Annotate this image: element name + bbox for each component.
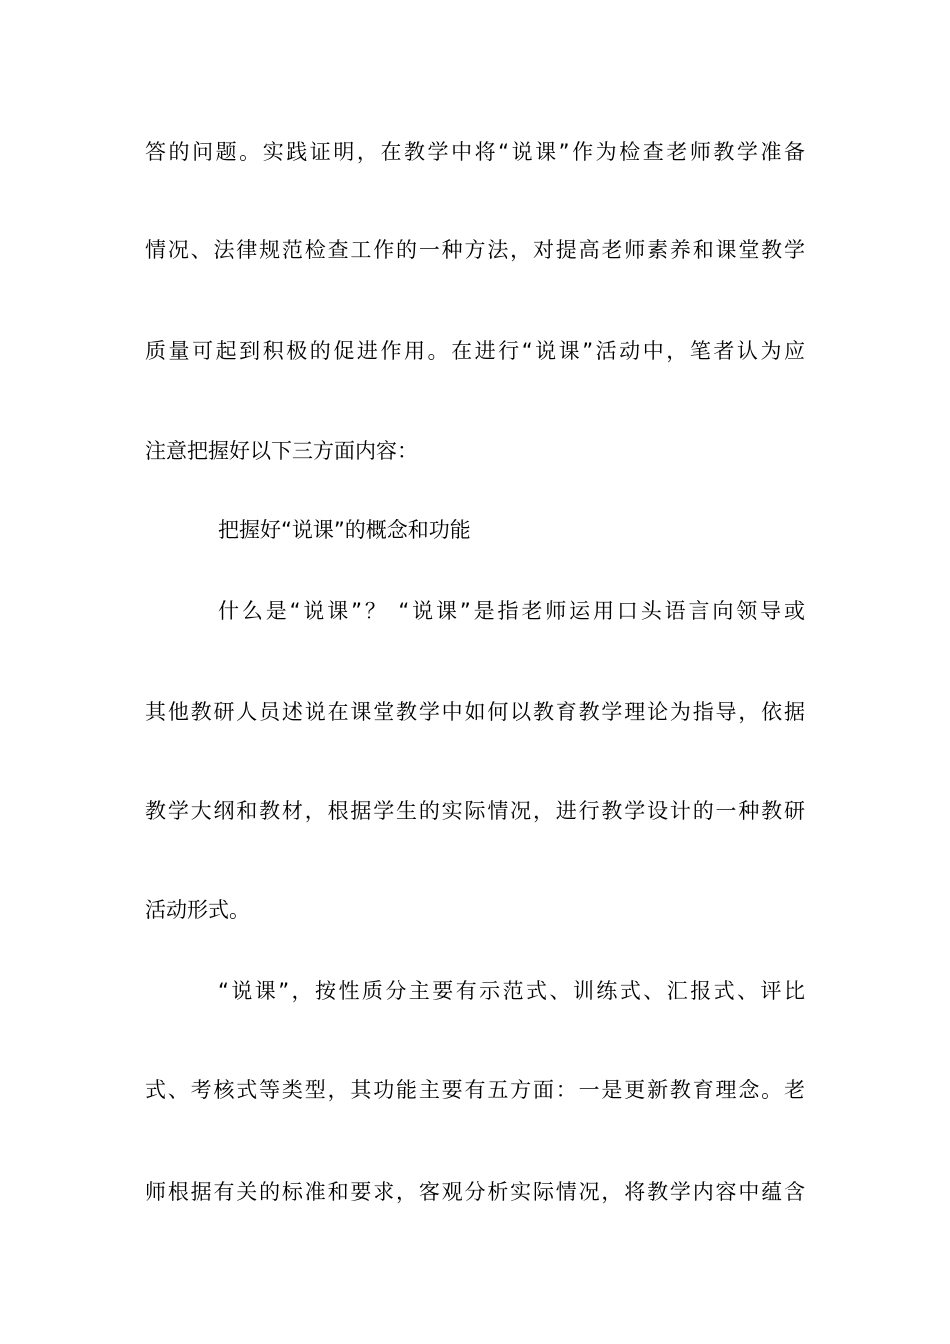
paragraph-line-7: 教学大纲和教材，根据学生的实际情况，进行教学设计的一种教研 <box>145 799 805 823</box>
paragraph-line-4: 注意把握好以下三方面内容： <box>145 439 418 463</box>
paragraph-line-8: 活动形式。 <box>145 898 250 922</box>
paragraph-line-5: 什么是“说课”？ “说课”是指老师运用口头语言向领导或 <box>218 599 805 623</box>
section-heading: 把握好“说课”的概念和功能 <box>218 518 471 542</box>
paragraph-line-3: 质量可起到积极的促进作用。在进行“说课”活动中，笔者认为应 <box>145 339 805 363</box>
paragraph-line-1: 答的问题。实践证明，在教学中将“说课”作为检查老师教学准备 <box>145 140 805 164</box>
paragraph-line-9: “说课”，按性质分主要有示范式、训练式、汇报式、评比 <box>218 979 805 1003</box>
paragraph-line-6: 其他教研人员述说在课堂教学中如何以教育教学理论为指导，依据 <box>145 700 805 724</box>
paragraph-line-11: 师根据有关的标准和要求，客观分析实际情况，将教学内容中蕴含 <box>145 1180 805 1204</box>
paragraph-line-2: 情况、法律规范检查工作的一种方法，对提高老师素养和课堂教学 <box>145 238 805 262</box>
paragraph-line-10: 式、考核式等类型，其功能主要有五方面：一是更新教育理念。老 <box>145 1078 805 1102</box>
